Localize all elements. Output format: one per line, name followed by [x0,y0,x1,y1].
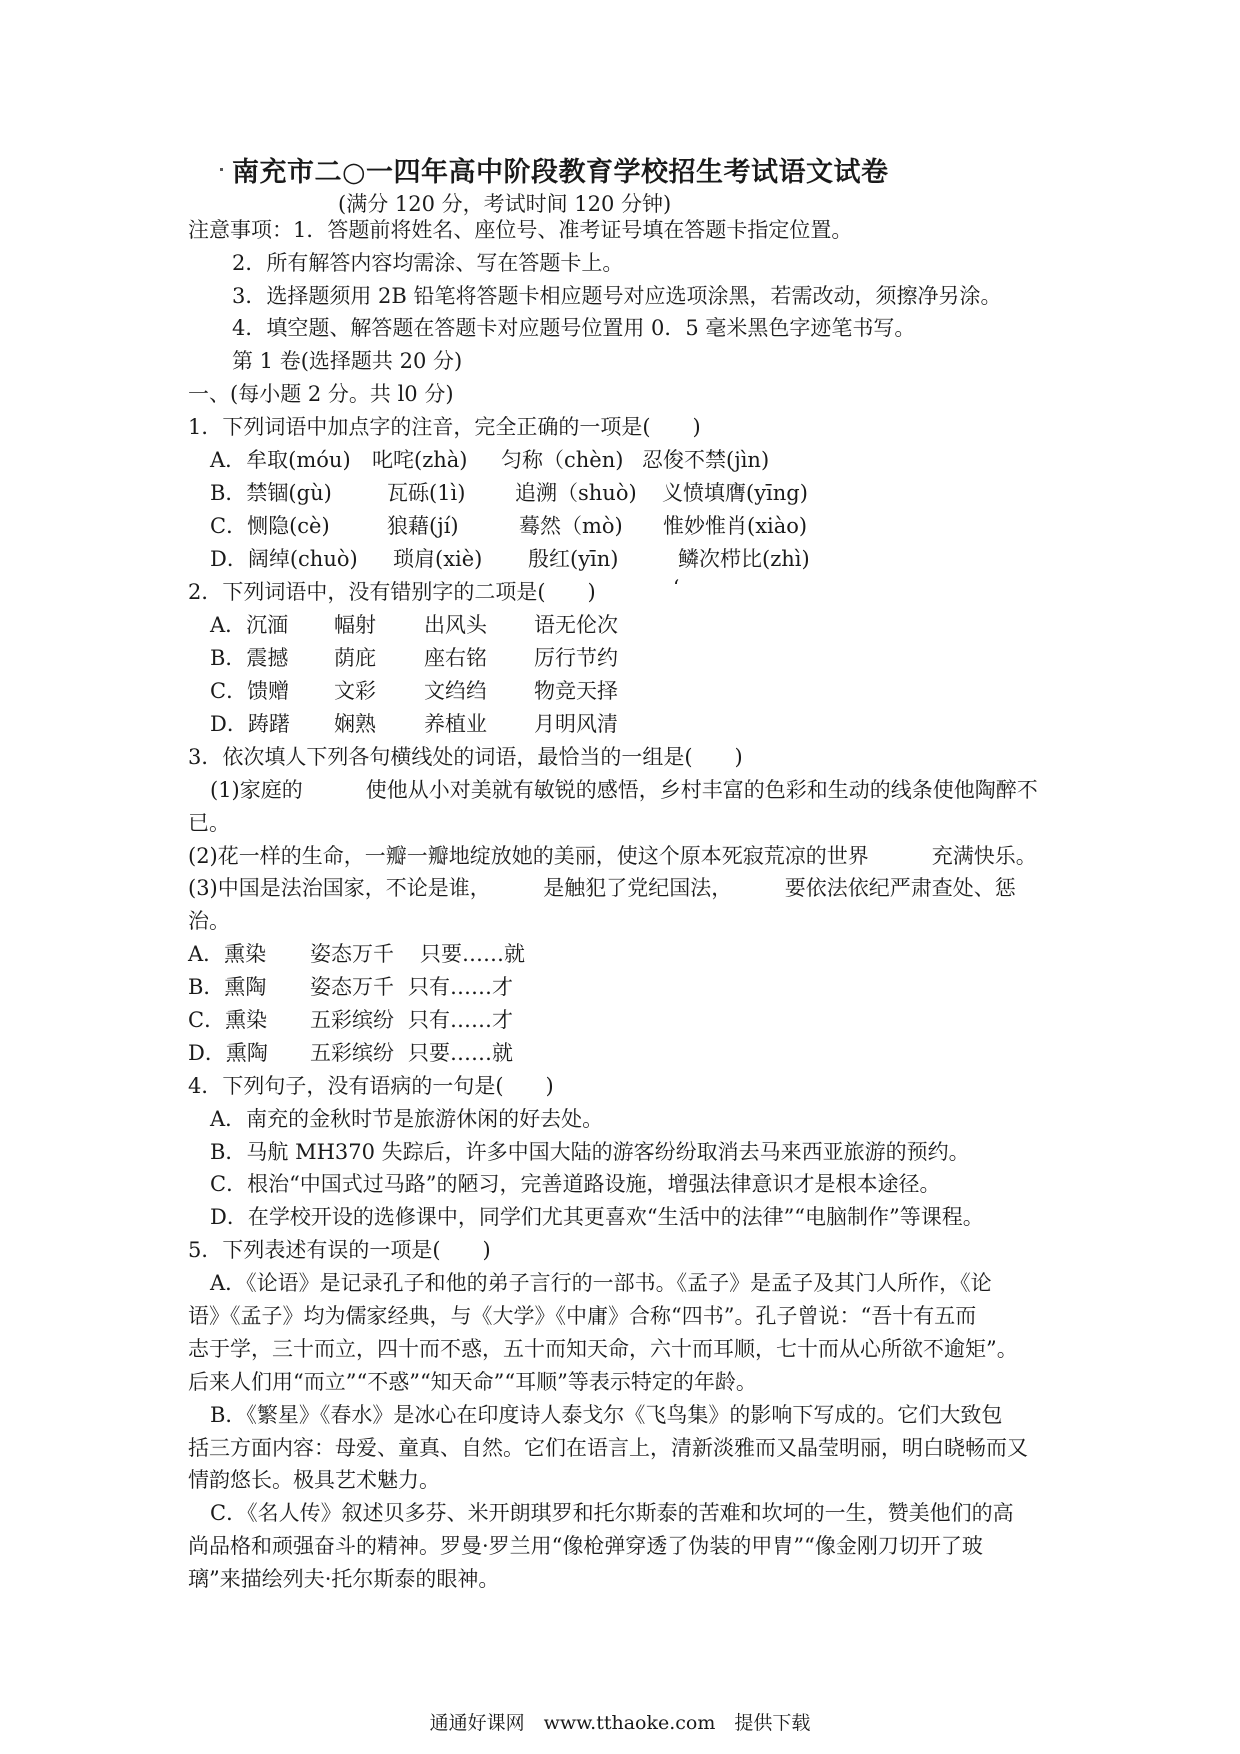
q3-d-3: 只要……就 [408,1041,513,1065]
page-footer: 通通好课网 www.tthaoke.com 提供下载 [429,1712,811,1734]
q3-sentence-1: (1)家庭的 使他从小对美就有敏锐的感悟，乡村丰富的色彩和生动的线条使他陶醉不 [210,778,1038,802]
q1-d-1: D．阔绰(chuò) [210,547,358,571]
q1-d-2: 琐肩(xiè) [393,547,483,571]
q1-a-1: A．牟取(móu) [210,448,351,472]
q2-c-3: 文绉绉 [424,679,487,703]
q2-a-1: A．沉湎 [210,613,289,637]
q1-option-d [210,545,810,573]
q1-b-2: 瓦砾(1ì) [387,481,466,505]
q5-option-a-line3: 志于学，三十而立，四十而不惑，五十而知天命，六十而耳顺，七十而从心所欲不逾矩”。 [188,1337,1018,1361]
q1-option-c [210,512,807,540]
note-4: 4．填空题、解答题在答题卡对应题号位置用 0．5 毫米黑色字迹笔书写。 [232,316,916,340]
q2-b-1: B．震撼 [210,646,289,670]
q2-d-3: 养植业 [424,712,487,736]
q4-stem: 4．下列句子，没有语病的一句是( ) [188,1074,554,1098]
q1-c-1: C．恻隐(cè) [210,514,330,538]
q3-a-2: 姿态万千 [310,942,394,966]
q1-a-3: 匀称（chèn) [501,448,624,472]
q2-c-2: 文彩 [334,679,376,703]
q3-a-3: 只要……就 [420,942,525,966]
q2-d-1: D．踌躇 [210,712,290,736]
q2-option-d [210,710,618,738]
q1-c-2: 狼藉(jí) [387,514,459,538]
q4-option-a: A．南充的金秋时节是旅游休闲的好去处。 [210,1107,604,1131]
q3-c-3: 只有……才 [408,1008,513,1032]
volume-heading: 第 1 卷(选择题共 20 分) [232,349,463,373]
q2-d-4: 月明风清 [534,712,618,736]
q3-c-2: 五彩缤纷 [310,1008,394,1032]
q1-c-4: 惟妙惟肖(xiào) [663,514,808,538]
q3-a-1: A．熏染 [188,942,267,966]
q3-b-2: 姿态万千 [310,975,394,999]
q2-b-3: 座右铭 [424,646,487,670]
q1-option-a [210,446,769,474]
q3-sentence-2: (2)花一样的生命，一瓣一瓣地绽放她的美丽，使这个原本死寂荒凉的世界 充满快乐。 [188,844,1037,868]
part-heading: 一、(每小题 2 分。共 l0 分) [188,382,454,406]
scan-speck [220,168,223,171]
q3-stem: 3．依次填人下列各句横线处的词语，最恰当的一组是( ) [188,745,743,769]
q5-option-c-line3: 璃”来描绘列夫·托尔斯泰的眼神。 [188,1567,500,1591]
q5-option-a-line1: A．《论语》是记录孔子和他的弟子言行的一部书。《孟子》是孟子及其门人所作，《论 [210,1271,992,1295]
note-1: 注意事项：1．答题前将姓名、座位号、准考证号填在答题卡指定位置。 [188,218,853,242]
q3-b-3: 只有……才 [408,975,513,999]
q5-option-b-line3: 情韵悠长。极具艺术魅力。 [188,1468,440,1492]
q3-d-2: 五彩缤纷 [310,1041,394,1065]
q1-b-3: 追溯（shuò) [515,481,637,505]
q3-sentence-1-cont: 已。 [188,811,230,835]
note-2: 2．所有解答内容均需涂、写在答题卡上。 [232,251,624,275]
q2-b-4: 厉行节约 [534,646,618,670]
q2-c-1: C．馈赠 [210,679,290,703]
q1-d-4: 鳞次栉比(zhì) [678,547,810,571]
q3-sentence-3: (3)中国是法治国家，不论是谁， 是触犯了党纪国法， 要依法依纪严肃查处、惩 [188,876,1016,900]
q3-option-c [188,1006,513,1034]
exam-subtitle: (满分 120 分，考试时间 120 分钟) [338,192,672,216]
q5-option-a-line4: 后来人们用“而立”“不惑”“知天命”“耳顺”等表示特定的年龄。 [188,1370,757,1394]
q1-c-3: 蓦然（mò) [519,514,623,538]
q4-option-d: D．在学校开设的选修课中，同学们尤其更喜欢“生活中的法律”“电脑制作”等课程。 [210,1205,984,1229]
q3-b-1: B．熏陶 [188,975,267,999]
q2-c-4: 物竞天择 [534,679,618,703]
q2-a-3: 出风头 [424,613,487,637]
q3-sentence-3-cont: 治。 [188,909,230,933]
q2-stem: 2．下列词语中，没有错别字的二项是( ) [188,580,596,604]
q1-d-3: 殷红(yīn) [528,547,619,571]
note-3: 3．选择题须用 2B 铅笔将答题卡相应题号对应选项涂黑，若需改动，须擦净另涂。 [232,284,1002,308]
q2-b-2: 荫庇 [334,646,376,670]
q1-b-1: B．禁锢(gù) [210,481,332,505]
q5-option-b-line1: B．《繁星》《春水》是冰心在印度诗人泰戈尔《飞鸟集》的影响下写成的。它们大致包 [210,1403,1003,1427]
q1-b-4: 义愤填膺(yīng) [662,481,808,505]
q2-option-a [210,611,618,639]
q3-c-1: C．熏染 [188,1008,268,1032]
q5-option-c-line1: C．《名人传》叙述贝多芬、米开朗琪罗和托尔斯泰的苦难和坎坷的一生，赞美他们的高 [210,1501,1014,1525]
q1-a-4: 忍俊不禁(jìn) [642,448,770,472]
q5-option-b-line2: 括三方面内容：母爱、童真、自然。它们在语言上，清新淡雅而又晶莹明丽，明白晓畅而又 [188,1436,1028,1460]
q4-option-b: B．马航 MH370 失踪后，许多中国大陆的游客纷纷取消去马来西亚旅游的预约。 [210,1140,970,1164]
q1-a-2: 叱咤(zhà) [372,448,468,472]
q2-a-4: 语无伦次 [534,613,618,637]
q3-option-d [188,1039,513,1067]
exam-title: 南充市二○一四年高中阶段教育学校招生考试语文试卷 [232,157,889,188]
q3-option-b [188,973,513,1001]
q5-option-c-line2: 尚品格和顽强奋斗的精神。罗曼·罗兰用“像枪弹穿透了伪装的甲胄”“像金刚刀切开了玻 [188,1534,983,1558]
q5-stem: 5．下列表述有误的一项是( ) [188,1238,491,1262]
q4-option-c: C．根治“中国式过马路”的陋习，完善道路设施，增强法律意识才是根本途径。 [210,1172,941,1196]
q2-d-2: 娴熟 [334,712,376,736]
q3-d-1: D．熏陶 [188,1041,268,1065]
q2-a-2: 幅射 [334,613,376,637]
q2-option-c [210,677,618,705]
q1-stem: 1．下列词语中加点字的注音，完全正确的一项是( ) [188,415,701,439]
q2-option-b [210,644,618,672]
q5-option-a-line2: 语》《孟子》均为儒家经典，与《大学》《中庸》合称“四书”。孔子曾说：“吾十有五而 [188,1304,977,1328]
q1-option-b [210,479,808,507]
stray-mark: ‘ [673,575,680,599]
q3-option-a [188,940,525,968]
